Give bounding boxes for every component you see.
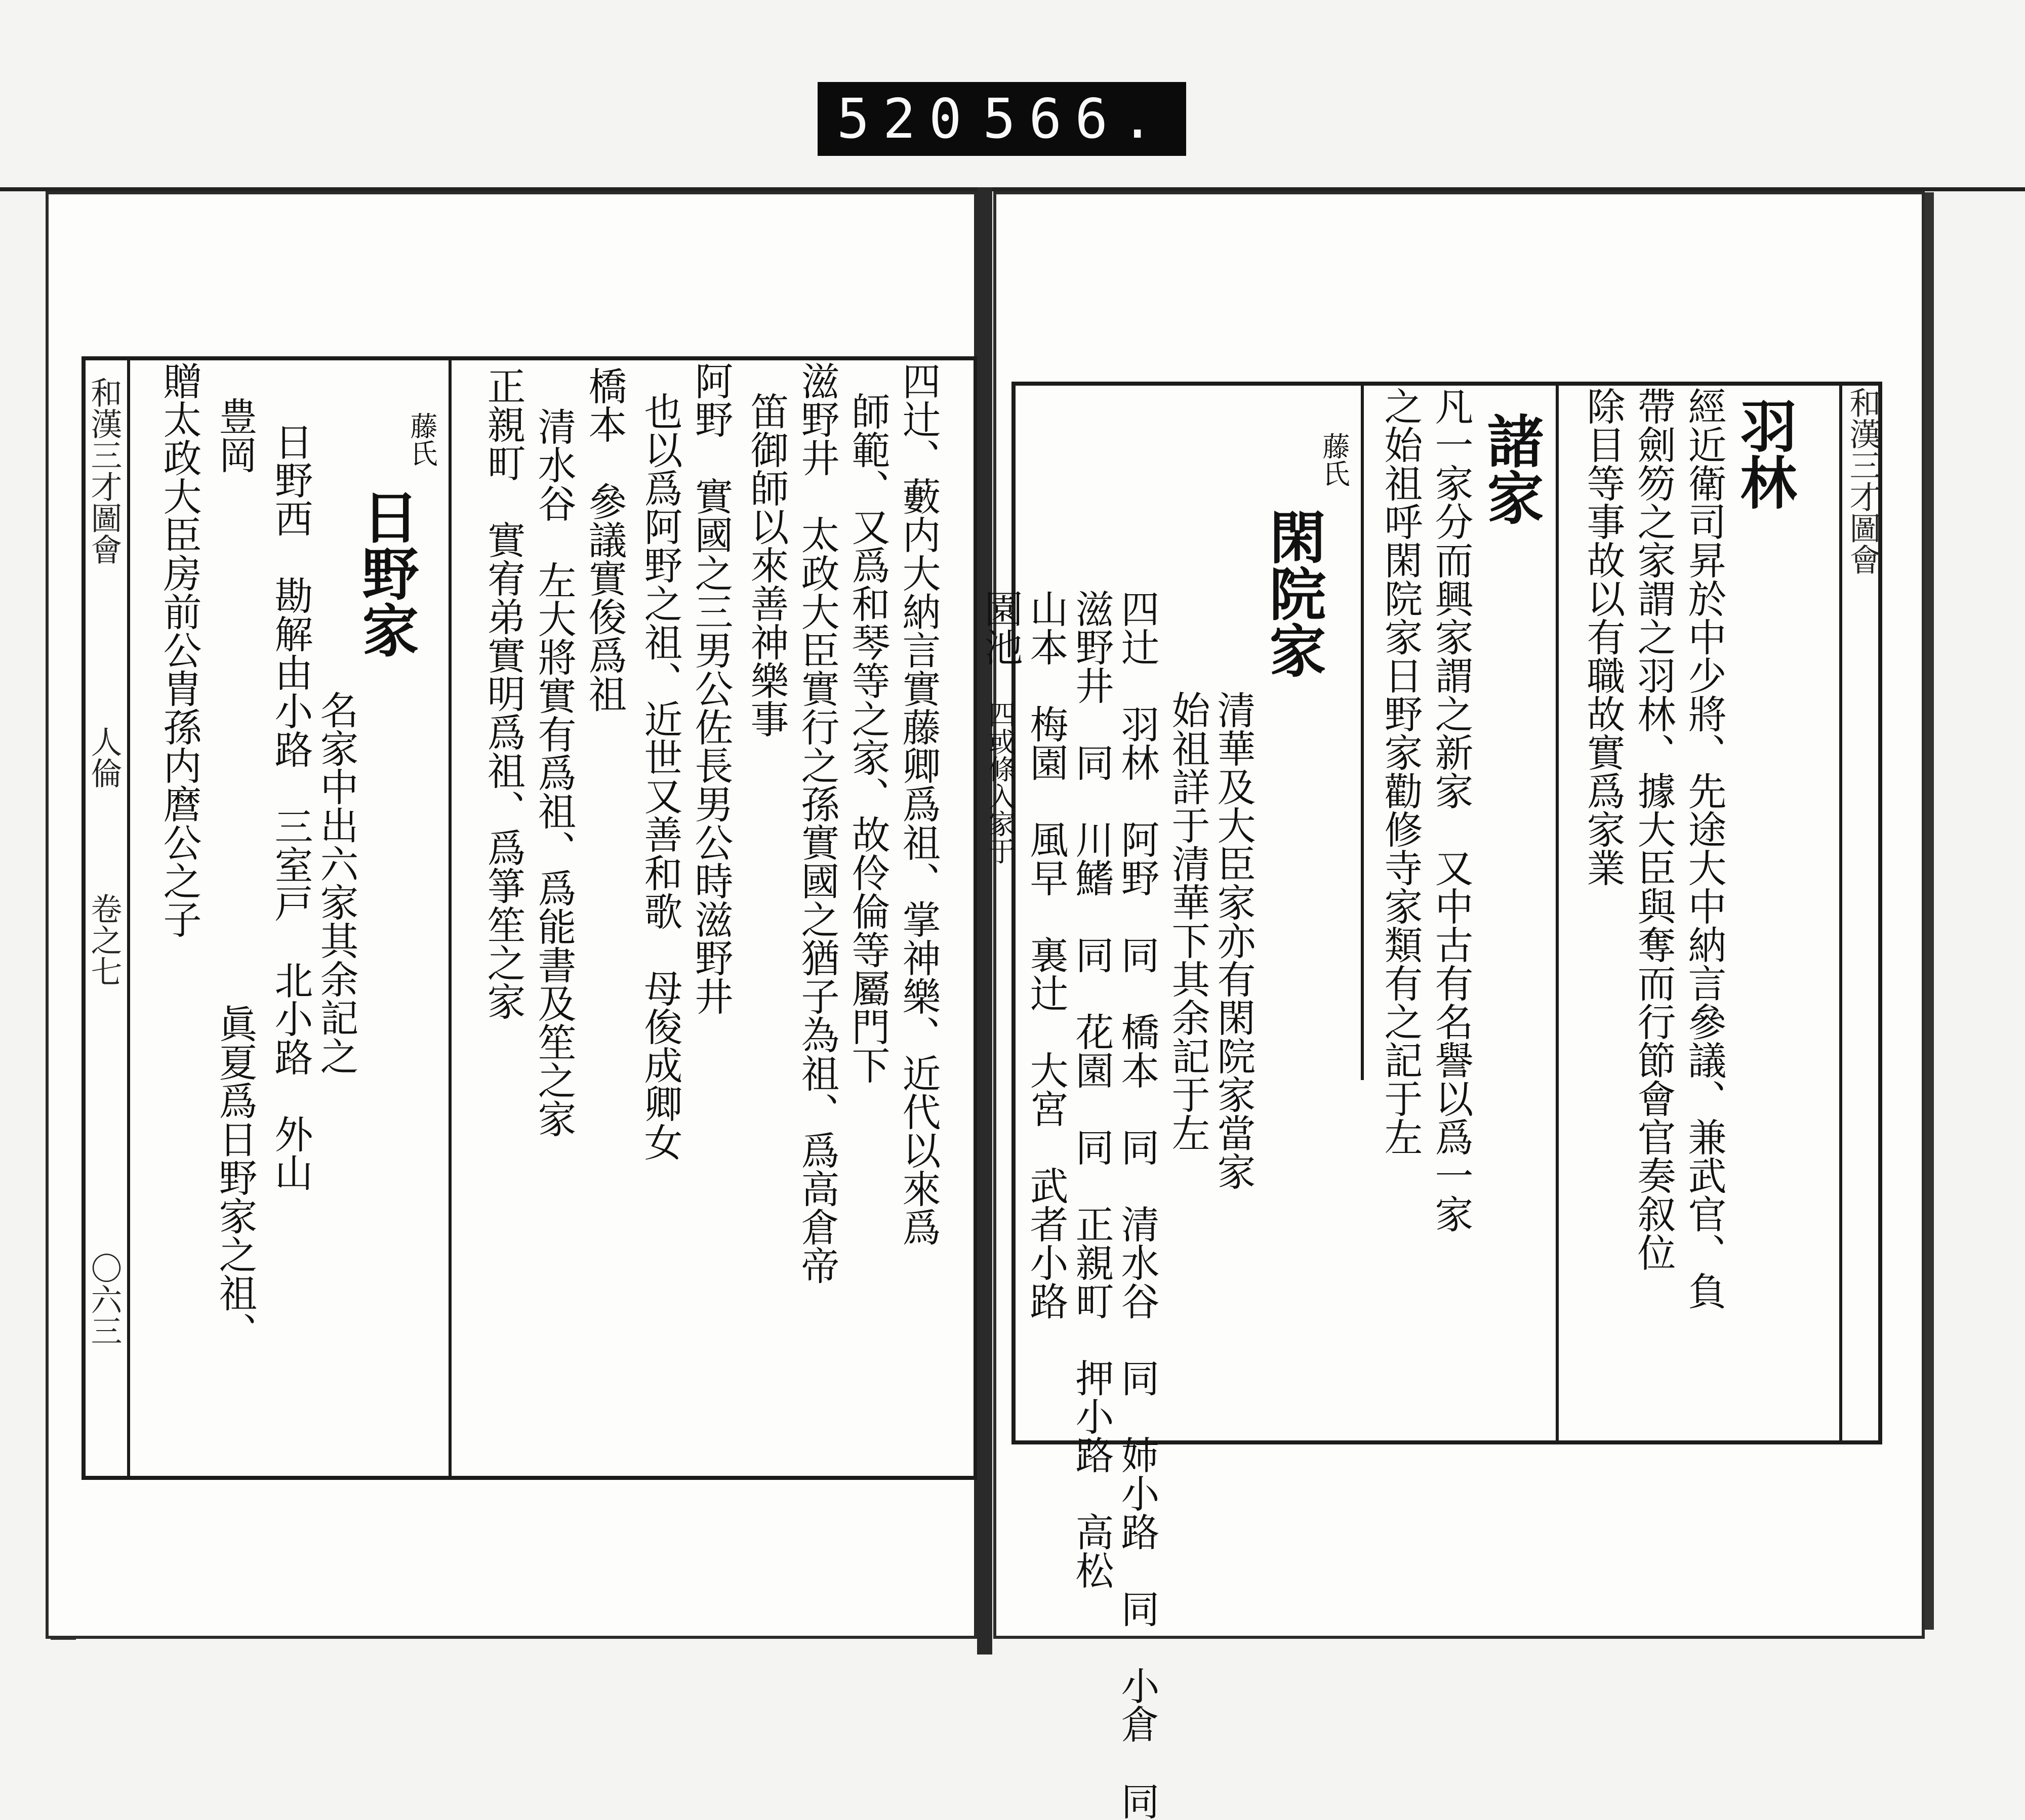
call-number-left: 520 — [836, 87, 975, 151]
kanin-branch-column: 四辻 羽林 阿野 同 橋本 同 清水谷 同 姉小路 同 小倉 同 — [1115, 589, 1160, 1820]
kanin-text-column: 始祖詳于清華下其余記于左 — [1165, 690, 1210, 1152]
hino-toyooka: 豊岡 — [213, 397, 258, 474]
hino-branch-list: 日野西 勘解由小路 三室戸 北小路 外山 — [268, 422, 313, 1191]
hino-family-title: 日野家 — [353, 488, 419, 658]
hayashi-text-column: 經近衛司昇於中少將、先途大中納言參議、兼武官、負 — [1682, 387, 1727, 1310]
right-page — [978, 191, 1925, 1820]
hino-clan-label: 藤氏 — [406, 412, 438, 467]
text-column: 清水谷 左大將實有爲祖、爲能書及笙之家 — [532, 407, 577, 1138]
right-margin-header: 和漢三才圖會 — [1844, 387, 1881, 575]
left-margin-column-rule — [127, 356, 130, 1480]
scan-top-rule — [0, 187, 2025, 191]
left-section-divider — [449, 356, 452, 1480]
hayashi-text-column: 帶劍笏之家謂之羽林、據大臣與奪而行節會官奏叙位 — [1631, 387, 1676, 1271]
text-column: 四辻、藪内大納言實藤卿爲祖、掌神樂、近代以來爲 — [896, 361, 941, 1246]
text-column: 阿野 實國之三男公佐長男公時滋野井 — [688, 361, 734, 1015]
left-margin-section: 人倫 — [86, 726, 123, 789]
kanin-branch-column: 山本 梅園 風早 裏辻 大宮 武者小路 — [1024, 589, 1069, 1320]
hino-intro: 名家中出六家其余記之 — [314, 690, 359, 1075]
text-column: 橋本 參議實俊爲祖 — [582, 366, 627, 713]
text-column: 也以爲阿野之祖、近世又善和歌 母俊成卿女 — [638, 392, 683, 1161]
hayashi-text-column: 除目等事故以有職故實爲家業 — [1581, 387, 1626, 887]
kanin-branch-column: 園池 — [978, 589, 1023, 666]
kanin-family-title: 閑院家 — [1260, 508, 1326, 678]
kanin-clan-label: 藤氏 — [1318, 432, 1350, 487]
right-section-divider — [1556, 382, 1559, 1444]
hino-ancestor-line2: 眞夏爲日野家之祖、 — [213, 1004, 258, 1350]
text-column: 師範、又爲和琴等之家、故伶倫等屬門下 — [845, 392, 890, 1084]
shoke-text-column: 凡一家分而興家謂之新家 又中古有名譽以爲一家 — [1429, 387, 1474, 1233]
left-margin-header: 和漢三才圖會 — [86, 377, 123, 565]
call-number-right: 566. — [983, 87, 1167, 151]
text-column: 正親町 實宥弟實明爲祖、爲箏笙之家 — [481, 366, 526, 1020]
hino-ancestor-line: 贈太政大臣房前公胄孫内麿公之子 — [157, 361, 202, 938]
right-section-divider-2 — [1361, 382, 1364, 1080]
book-spine — [977, 187, 992, 1654]
kanin-branch-column: 滋野井 同 川鰭 同 花園 同 正親町 押小路 高松 — [1069, 589, 1114, 1589]
left-margin-volume: 卷之七 — [86, 893, 123, 987]
right-margin-column-rule — [1839, 382, 1842, 1444]
shoke-text-column: 之始祖呼閑院家日野家勸修寺家類有之記于左 — [1378, 387, 1423, 1156]
call-number-label — [818, 82, 1186, 156]
kanin-text-column: 清華及大臣家亦有閑院家當家 — [1211, 690, 1256, 1190]
shoke-title: 諸家 — [1478, 412, 1544, 525]
hayashi-title: 羽林 — [1731, 397, 1797, 510]
text-column: 笛御師以來善神樂事 — [744, 392, 789, 738]
left-margin-page: 〇六三 — [86, 1252, 123, 1346]
left-page — [46, 191, 977, 1639]
kanin-note-small: 四或條入家于 — [984, 700, 1016, 864]
text-column: 滋野井 太政大臣實行之孫實國之猶子為祖、爲高倉帝 — [795, 361, 840, 1285]
